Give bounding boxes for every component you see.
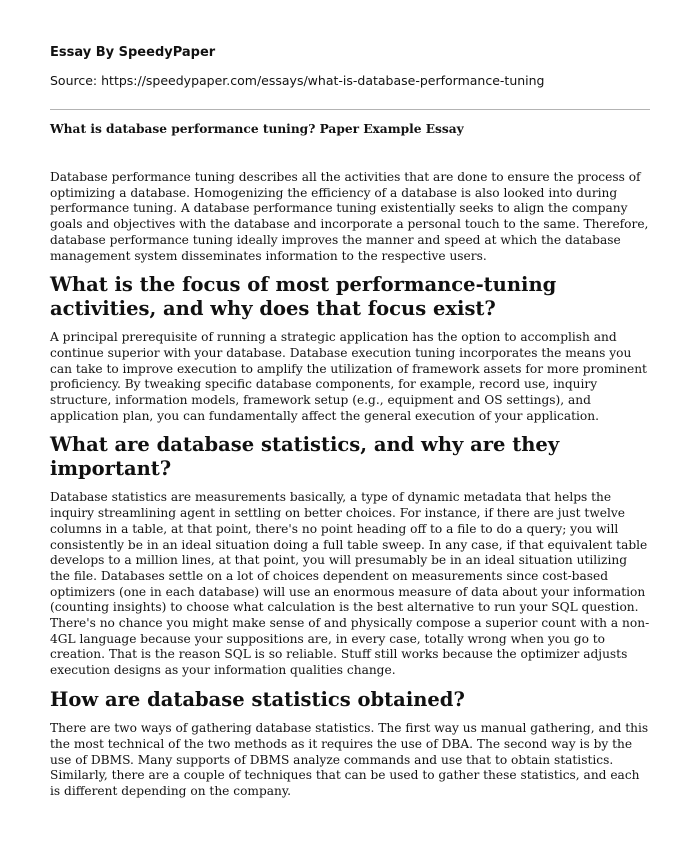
- intro-paragraph: Database performance tuning describes all the activities that are done to ensure the process of optimizing a database. Homogenizing the efficiency of a database is also looked into during performance tuning. A database performance tuning existentially seeks to align the company goals and objectives with the database and incorporate a personal touch to the same. Therefore, database performance tuning ideally improves the manner and speed at which the database management system disseminates information to the respective users.: [50, 170, 649, 263]
- brand-title: Essay By SpeedyPaper: [50, 45, 216, 60]
- essay-title: What is database performance tuning? Paper Example Essay: [50, 122, 464, 136]
- source-line: Source: https://speedypaper.com/essays/what-is-database-performance-tuning: [50, 73, 545, 88]
- essay-body: [50, 170, 650, 800]
- section-paragraph: Database statistics are measurements basically, a type of dynamic metadata that helps the inquiry streamlining agent in settling on better choices. For instance, if there are just twelve columns in a table, at that point, there's no point heading off to a file to do a query; you will consistently be in an ideal situation doing a full table sweep. In any case, if that equivalent table develops to a million lines, at that point, you will presumably be in an ideal situation utilizing the file. Databases settle on a lot of choices dependent on measurements since cost-based optimizers (one in each database) will use an enormous measure of data about your information (counting insights) to choose what calculation is the best alternative to run your SQL question. There's no chance you might make sense of and physically compose a superior count with a non-4GL language because your suppositions are, in every case, totally wrong when you go to creation. That is the reason SQL is so reliable. Stuff still works because the optimizer adjusts execution designs as your information qualities change.: [50, 490, 650, 678]
- section-heading: What is the focus of most performance-tuning activities, and why does that focus exist?: [50, 273, 557, 320]
- section-heading: What are database statistics, and why are they important?: [50, 433, 560, 480]
- section-heading: How are database statistics obtained?: [50, 687, 465, 711]
- section-paragraph: A principal prerequisite of running a strategic application has the option to accomplish and continue superior with your database. Database execution tuning incorporates the means you can take to improve execution to amplify the utilization of framework assets for more prominent proficiency. By tweaking specific database components, for example, record use, inquiry structure, information models, framework setup (e.g., equipment and OS settings), and application plan, you can fundamentally affect the general execution of your application.: [50, 330, 647, 423]
- header-divider: [50, 109, 650, 110]
- section-paragraph: There are two ways of gathering database statistics. The first way us manual gathering, and this the most technical of the two methods as it requires the use of DBA. The second way is by the use of DBMS. Many supports of DBMS analyze commands and use that to obtain statistics. Similarly, there are a couple of techniques that can be used to gather these statistics, and each is different depending on the company.: [50, 721, 649, 799]
